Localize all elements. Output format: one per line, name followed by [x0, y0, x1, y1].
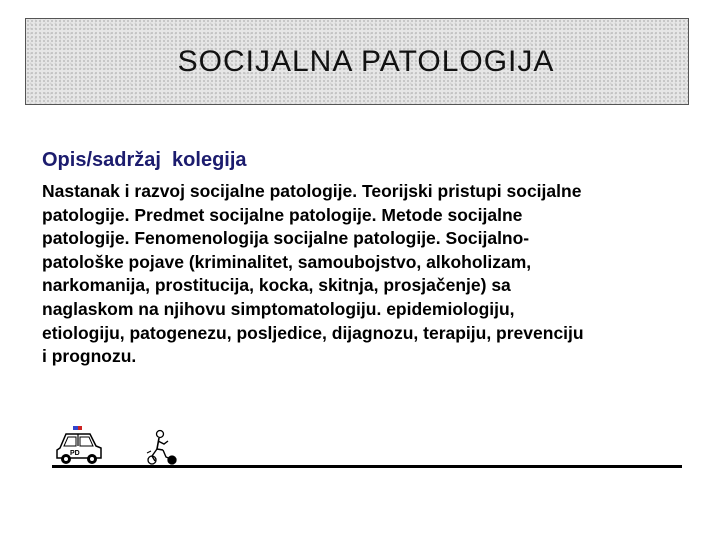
description-line: naglaskom na njihovu simptomatologiju. epidemiologiju, — [42, 298, 515, 319]
police-car-icon — [54, 424, 104, 466]
fleeing-person-icon — [143, 429, 179, 467]
description-line: patološke pojave (kriminalitet, samoubojstvo, alkoholizam, — [42, 251, 532, 272]
description-line: patologije. Fenomenologija socijalne patologije. Socijalno- — [42, 228, 530, 249]
description-line: etiologiju, patogenezu, posljedice, dijagnozu, terapiju, prevenciju — [42, 322, 584, 343]
car-door-label: PD — [70, 450, 80, 457]
title-box — [25, 18, 689, 105]
road-line — [52, 465, 682, 468]
course-description-body — [42, 180, 682, 369]
description-line: Nastanak i razvoj socijalne patologije. Teorijski pristupi socijalne — [42, 181, 582, 201]
description-line: i prognozu. — [42, 346, 137, 367]
slide-title: SOCIJALNA PATOLOGIJA — [177, 44, 555, 78]
description-line: patologije. Predmet socijalne patologije. Metode socijalne — [42, 204, 523, 225]
description-line: narkomanija, prostitucija, kocka, skitnja, prosjačenje) sa — [42, 275, 511, 296]
course-description-heading: Opis/sadržaj kolegija — [42, 149, 247, 171]
